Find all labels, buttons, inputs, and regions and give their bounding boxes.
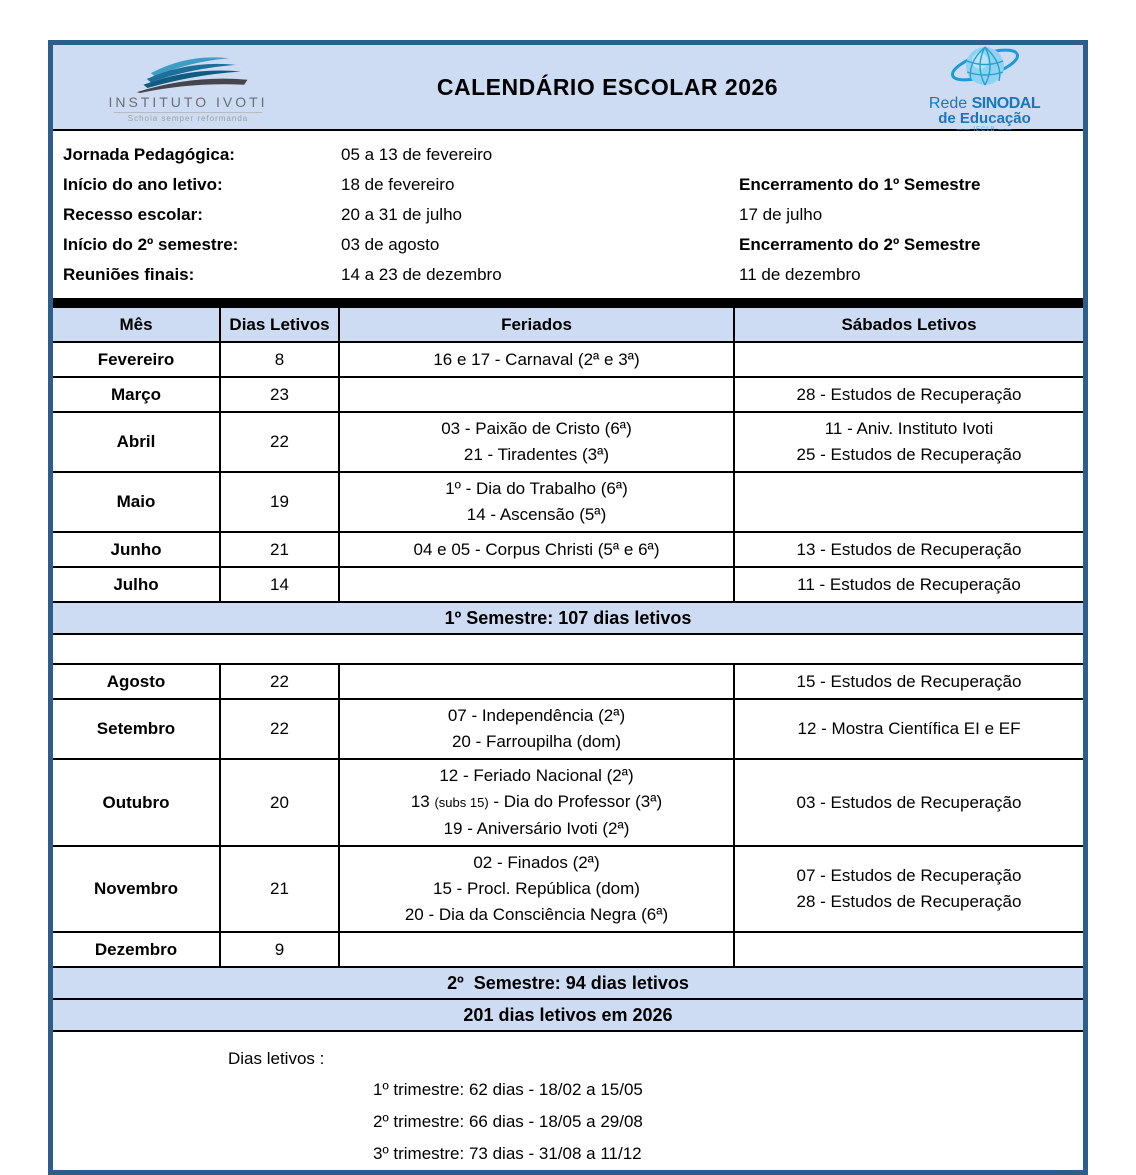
month-cell: Fevereiro bbox=[53, 343, 221, 376]
month-cell: Outubro bbox=[53, 760, 221, 845]
calendar-document bbox=[48, 40, 1088, 1175]
feriado-line: 14 - Ascensão (5ª) bbox=[466, 505, 607, 524]
instituto-ivoti-logo bbox=[53, 51, 323, 123]
feriados-cell bbox=[340, 933, 735, 966]
info-value: 05 a 13 de fevereiro bbox=[341, 145, 493, 164]
trimestre-line: 3º trimestre: 73 dias - 31/08 a 11/12 bbox=[373, 1144, 642, 1163]
month-cell: Agosto bbox=[53, 665, 221, 698]
calendar-table bbox=[53, 307, 1083, 1032]
rede-sinodal-logo bbox=[892, 41, 1083, 133]
sabados-cell bbox=[735, 700, 1083, 758]
semester-summary-band: 201 dias letivos em 2026 bbox=[53, 1000, 1083, 1032]
info-label: Início do 2º semestre: bbox=[63, 235, 239, 254]
table-row bbox=[53, 473, 1083, 533]
spacer-row bbox=[53, 635, 1083, 665]
sabados-cell bbox=[735, 378, 1083, 411]
sabados-cell bbox=[735, 665, 1083, 698]
feriado-line: 07 - Independência (2ª) bbox=[447, 706, 626, 725]
feriado-line: 1º - Dia do Trabalho (6ª) bbox=[445, 479, 628, 498]
month-cell: Maio bbox=[53, 473, 221, 531]
footer-lines bbox=[53, 1074, 1083, 1170]
sabado-line: 13 - Estudos de Recuperação bbox=[796, 539, 1022, 559]
sabados-cell bbox=[735, 847, 1083, 931]
info-row bbox=[63, 260, 1083, 290]
sabados-cell bbox=[735, 533, 1083, 566]
table-row bbox=[53, 568, 1083, 603]
dias-letivos-cell: 22 bbox=[221, 665, 340, 698]
feriado-line: 15 - Procl. República (dom) bbox=[433, 879, 640, 898]
sabados-cell bbox=[735, 568, 1083, 601]
month-cell: Junho bbox=[53, 533, 221, 566]
feriados-cell bbox=[340, 568, 735, 601]
dias-letivos-cell: 20 bbox=[221, 760, 340, 845]
table-row bbox=[53, 378, 1083, 413]
table-row bbox=[53, 933, 1083, 968]
month-cell: Dezembro bbox=[53, 933, 221, 966]
sabados-cell bbox=[735, 760, 1083, 845]
info-value: 14 a 23 de dezembro bbox=[341, 265, 502, 284]
sabados-cell bbox=[735, 933, 1083, 966]
rede-sinodal-name bbox=[929, 96, 1040, 111]
table-row bbox=[53, 343, 1083, 378]
dias-letivos-cell: 22 bbox=[221, 413, 340, 471]
sabado-line: 28 - Estudos de Recuperação bbox=[796, 384, 1022, 404]
semester-summary-band: 2º Semestre: 94 dias letivos bbox=[53, 968, 1083, 1000]
table-body bbox=[53, 343, 1083, 1032]
section-divider bbox=[53, 298, 1083, 307]
feriados-cell bbox=[340, 700, 735, 758]
instituto-ivoti-name: INSTITUTO IVOTI bbox=[108, 94, 268, 110]
info-value: 18 de fevereiro bbox=[341, 175, 455, 194]
sabados-cell bbox=[735, 473, 1083, 531]
feriado-line: 13 (subs 15) - Dia do Professor (3ª) bbox=[410, 792, 663, 811]
sabado-line: 11 - Aniv. Instituto Ivoti bbox=[824, 419, 994, 438]
table-row bbox=[53, 665, 1083, 700]
dias-letivos-cell: 23 bbox=[221, 378, 340, 411]
feriado-line: 19 - Aniversário Ivoti (2ª) bbox=[443, 819, 630, 838]
globe-icon bbox=[947, 41, 1023, 98]
feriados-cell bbox=[340, 533, 735, 566]
month-cell: Setembro bbox=[53, 700, 221, 758]
info-row bbox=[63, 170, 1083, 200]
table-header-row bbox=[53, 308, 1083, 343]
feriados-cell bbox=[340, 665, 735, 698]
info-right: Encerramento do 1º Semestre bbox=[739, 175, 981, 194]
trimestre-line: 2º trimestre: 66 dias - 18/05 a 29/08 bbox=[373, 1112, 643, 1131]
feriado-line: 02 - Finados (2ª) bbox=[473, 853, 600, 872]
column-header-sabados-letivos: Sábados Letivos bbox=[841, 314, 977, 334]
info-row bbox=[63, 200, 1083, 230]
dias-letivos-cell: 8 bbox=[221, 343, 340, 376]
feriados-cell bbox=[340, 343, 735, 376]
instituto-ivoti-tagline: Schola semper reformanda bbox=[114, 112, 263, 123]
info-right: Encerramento do 2º Semestre bbox=[739, 235, 981, 254]
sabados-cell bbox=[735, 343, 1083, 376]
table-row bbox=[53, 533, 1083, 568]
sabado-line: 28 - Estudos de Recuperação bbox=[796, 892, 1022, 911]
info-row bbox=[63, 230, 1083, 260]
sabado-line: 25 - Estudos de Recuperação bbox=[796, 445, 1022, 464]
table-row bbox=[53, 760, 1083, 847]
feriado-line: 21 - Tiradentes (3ª) bbox=[463, 445, 610, 464]
sabado-line: 11 - Estudos de Recuperação bbox=[797, 574, 1021, 594]
ieclb-text: —— IECLB —— bbox=[956, 127, 1013, 133]
feriado-line: 20 - Farroupilha (dom) bbox=[451, 732, 622, 751]
info-right: 11 de dezembro bbox=[739, 265, 861, 284]
rede-text: Rede bbox=[928, 95, 972, 112]
month-cell: Novembro bbox=[53, 847, 221, 931]
dias-letivos-cell: 19 bbox=[221, 473, 340, 531]
sabado-line: 15 - Estudos de Recuperação bbox=[796, 671, 1022, 691]
table-row bbox=[53, 413, 1083, 473]
info-row bbox=[63, 140, 1083, 170]
month-cell: Abril bbox=[53, 413, 221, 471]
info-label: Início do ano letivo: bbox=[63, 175, 223, 194]
column-header-feriados: Feriados bbox=[340, 308, 735, 341]
de-educacao-text: de Educação bbox=[938, 110, 1031, 127]
info-value: 20 a 31 de julho bbox=[341, 205, 462, 224]
footer-section bbox=[53, 1032, 1083, 1170]
sabado-line: 07 - Estudos de Recuperação bbox=[796, 866, 1022, 885]
month-cell: Março bbox=[53, 378, 221, 411]
sabado-line: 12 - Mostra Científica EI e EF bbox=[797, 719, 1021, 738]
feriados-cell bbox=[340, 760, 735, 845]
trimestre-line: 1º trimestre: 62 dias - 18/02 a 15/05 bbox=[373, 1080, 643, 1099]
feriados-cell bbox=[340, 413, 735, 471]
header-band bbox=[53, 45, 1083, 131]
info-block bbox=[53, 131, 1083, 298]
info-right: 17 de julho bbox=[739, 205, 823, 224]
feriado-line: 16 e 17 - Carnaval (2ª e 3ª) bbox=[433, 349, 640, 369]
sinodal-text: SINODAL bbox=[971, 95, 1041, 112]
page-title: CALENDÁRIO ESCOLAR 2026 bbox=[436, 73, 779, 100]
column-header-mes: Mês bbox=[53, 308, 221, 341]
info-label: Recesso escolar: bbox=[63, 205, 203, 224]
feriado-line: 03 - Paixão de Cristo (6ª) bbox=[441, 419, 632, 438]
sabado-line: 03 - Estudos de Recuperação bbox=[796, 792, 1022, 812]
instituto-ivoti-swoosh-icon bbox=[103, 55, 273, 93]
dias-letivos-cell: 21 bbox=[221, 847, 340, 931]
table-row bbox=[53, 700, 1083, 760]
feriado-line: 04 e 05 - Corpus Christi (5ª e 6ª) bbox=[413, 539, 660, 559]
feriados-cell bbox=[340, 847, 735, 931]
column-header-dias-letivos: Dias Letivos bbox=[221, 308, 340, 341]
feriado-line: 12 - Feriado Nacional (2ª) bbox=[439, 766, 634, 785]
feriado-line: 20 - Dia da Consciência Negra (6ª) bbox=[404, 905, 669, 924]
dias-letivos-cell: 21 bbox=[221, 533, 340, 566]
dias-letivos-cell: 9 bbox=[221, 933, 340, 966]
semester-summary-band: 1º Semestre: 107 dias letivos bbox=[53, 603, 1083, 635]
info-label: Jornada Pedagógica: bbox=[63, 145, 235, 164]
feriados-cell bbox=[340, 378, 735, 411]
footer-label: Dias letivos : bbox=[228, 1049, 325, 1068]
info-value: 03 de agosto bbox=[341, 235, 440, 254]
dias-letivos-cell: 22 bbox=[221, 700, 340, 758]
table-row bbox=[53, 847, 1083, 933]
info-label: Reuniões finais: bbox=[63, 265, 195, 284]
feriados-cell bbox=[340, 473, 735, 531]
sabados-cell bbox=[735, 413, 1083, 471]
month-cell: Julho bbox=[53, 568, 221, 601]
dias-letivos-cell: 14 bbox=[221, 568, 340, 601]
